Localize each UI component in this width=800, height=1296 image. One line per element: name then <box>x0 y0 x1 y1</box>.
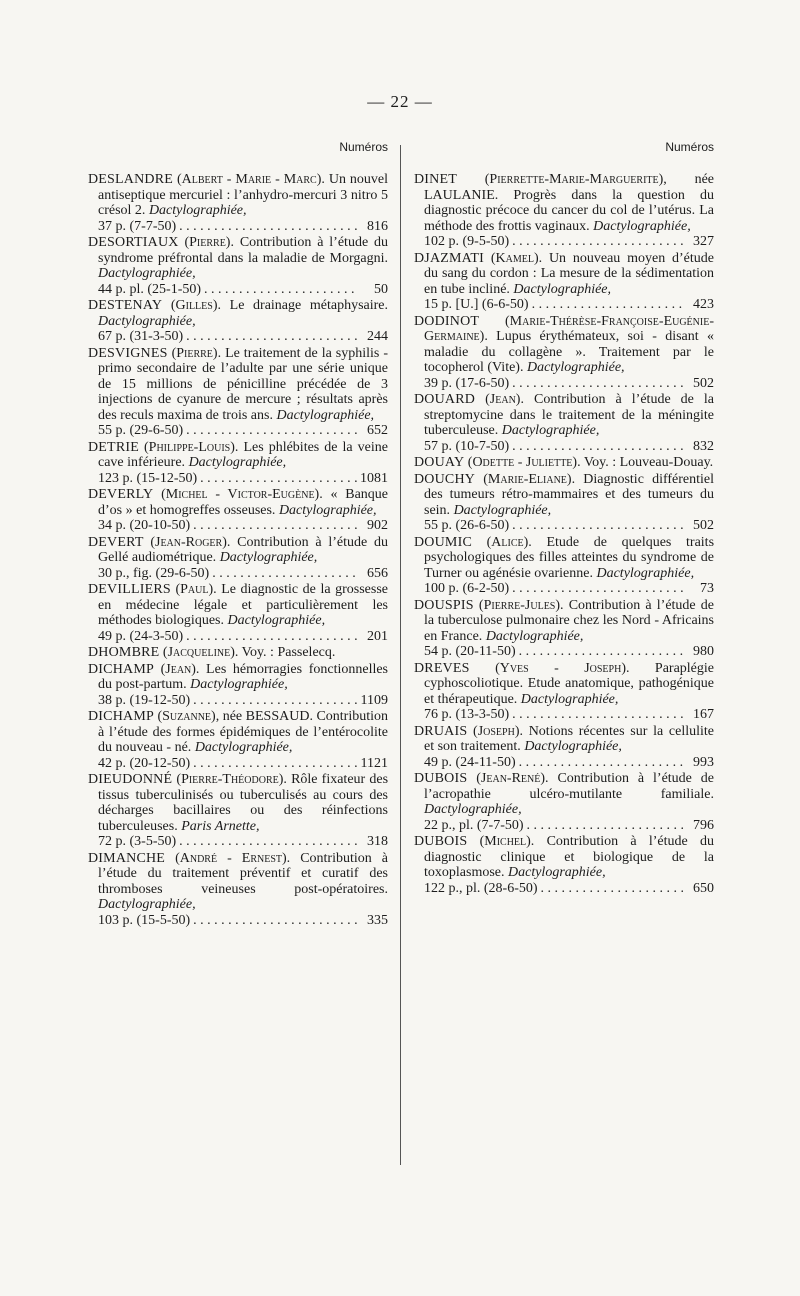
entry-list <box>88 172 388 929</box>
entry-title: Voy. : Louveau-Douay. <box>583 455 714 470</box>
entry-number: 656 <box>367 565 388 581</box>
entry-name: DREVES <box>414 660 470 676</box>
entry-tail <box>98 913 388 929</box>
entry-details: 42 p. (20-12-50) <box>98 755 191 771</box>
dot-leader <box>186 329 357 345</box>
entry-title: Le traitement de la syphilis - primo secondaire de l’adulte par une série unique de 15 millions de pénicilline précédée de 3 injections de cyanure de mercure ; résultats après des reculs maxima de trois ans. <box>98 345 389 423</box>
entry-number: 167 <box>693 707 714 722</box>
column-header: Numéros <box>339 140 388 154</box>
entry-first-names: (Marie-Thérèse-Françoise-Eugénie-Germaine). <box>424 313 714 344</box>
entry <box>88 709 388 771</box>
entry-publisher: Dactylographiée, <box>526 360 625 375</box>
entry <box>414 535 714 597</box>
entry-publisher: Dactylographiée, <box>593 218 691 234</box>
entry-tail <box>424 376 714 392</box>
entry-tail <box>424 234 714 250</box>
entry-first-names: (Jean). <box>160 661 200 677</box>
entry <box>88 582 388 644</box>
entry-first-names: (Marie-Eliane). <box>483 471 576 487</box>
entry-first-names: (Joseph). <box>473 723 523 739</box>
entry-publisher: Dactylographiée, <box>219 550 318 565</box>
entry-title: « Banque d’os » et homogreffes osseuses. <box>98 487 388 518</box>
entry-name: DHOMBRE <box>88 645 160 660</box>
entry-name: DOUCHY <box>414 471 476 487</box>
entry-tail <box>424 439 714 455</box>
entry-first-names: (Pierre). <box>184 235 234 250</box>
entry-number: 980 <box>693 644 714 659</box>
dot-leader <box>512 707 683 723</box>
entry-name: DESVIGNES <box>88 345 168 361</box>
entry-publisher: Dactylographiée, <box>278 502 377 518</box>
entry-publisher: Dactylographiée, <box>524 739 622 754</box>
entry-publisher: Dactylographiée, <box>501 423 600 438</box>
entry <box>88 535 388 582</box>
entry-details: 103 p. (15-5-50) <box>98 912 191 928</box>
entry-name: DRUAIS <box>414 723 468 739</box>
entry-tail <box>98 566 388 582</box>
entry-title: Voy. : Passelecq. <box>241 645 336 660</box>
entry-title: Un nouvel antiseptique mercuriel : l’anhydro-mercuri 3 nitro 5 crésol 2. <box>98 172 389 218</box>
dot-leader <box>193 518 357 534</box>
entry-title: née LAULANIE. Progrès dans la question du diagnostic précoce du cancer du col de l’utérus. La méthode des frottis vaginaux. <box>424 172 715 234</box>
entry-details: 49 p. (24-3-50) <box>98 628 184 644</box>
entry-name: DJAZMATI <box>414 250 485 266</box>
entry-title: Contribution à l’étude du syndrome préfrontal dans la maladie de Morgagni. <box>98 235 389 266</box>
entry-publisher: Dactylographiée, <box>453 502 552 518</box>
entry-tail <box>98 756 388 772</box>
entry-first-names: (Jean-René). <box>476 771 549 786</box>
entry-name: DESTENAY <box>88 298 163 313</box>
entry-name: DETRIE <box>88 439 139 455</box>
dot-leader <box>512 234 683 250</box>
entry <box>414 724 714 771</box>
entry-first-names: (Philippe-Louis). <box>144 439 239 455</box>
entry-details: 30 p., fig. (29-6-50) <box>98 565 210 581</box>
entry-first-names: (Albert - Marie - Marc). <box>176 172 325 187</box>
entry-first-names: (Alice). <box>486 534 532 550</box>
dot-leader <box>512 581 683 597</box>
entry-title: Paraplégie cyphoscoliotique. Etude anatomique, pathogénique et thérapeutique. <box>424 660 714 707</box>
entry-details: 100 p. (6-2-50) <box>424 581 510 596</box>
entry-title: Contribution à l’étude de la tuberculose pulmonaire chez les Nord - Africains en France. <box>424 597 715 644</box>
entry-name: DEVERLY <box>88 487 154 502</box>
entry <box>414 172 714 250</box>
entry-title: Contribution à l’étude du diagnostic clinique et biologique de la toxoplasmose. <box>424 834 714 880</box>
entry-details: 57 p. (10-7-50) <box>424 438 510 454</box>
entry-first-names: (Yves - Joseph). <box>495 660 630 676</box>
entry-name: DUBOIS <box>414 771 468 786</box>
dot-leader <box>193 756 357 772</box>
dot-leader <box>186 423 357 439</box>
entry-list <box>414 172 714 897</box>
entry-publisher: Dactylographiée, <box>424 802 522 817</box>
entry <box>88 235 388 297</box>
entry-tail <box>98 329 388 345</box>
entry-publisher: Dactylographiée, <box>508 865 606 880</box>
entry-tail <box>424 881 714 897</box>
entry-name: DEVILLIERS <box>88 582 171 597</box>
entry <box>88 772 388 850</box>
entry-number: 50 <box>374 281 388 297</box>
entry-number: 993 <box>693 754 714 770</box>
entry-publisher: Dactylographiée, <box>513 281 612 297</box>
entry-tail <box>424 818 714 834</box>
entry-number: 816 <box>367 218 388 234</box>
entry-publisher: Paris Arnette, <box>181 818 260 834</box>
entry-title: née BESSAUD. Contribution à l’étude des formes épidémiques de l’entérocolite du nouveau - né. <box>98 709 389 755</box>
entry-name: DOUAY <box>414 455 465 470</box>
dot-leader <box>532 297 683 313</box>
entry-number: 1109 <box>360 692 388 708</box>
dot-leader <box>519 644 683 660</box>
entry-number: 244 <box>367 329 388 344</box>
entry-name: DESLANDRE <box>88 172 174 187</box>
dot-leader <box>179 219 357 235</box>
entry-details: 15 p. [U.] (6-6-50) <box>424 297 529 312</box>
entry-details: 102 p. (9-5-50) <box>424 234 510 249</box>
entry-publisher: Dactylographiée, <box>227 613 326 628</box>
entry <box>88 662 388 709</box>
entry-name: DOUARD <box>414 392 476 407</box>
entry-title: Diagnostic différentiel des tumeurs rétro-mammaires et des tumeurs du sein. <box>424 471 715 518</box>
entry-tail <box>98 282 388 298</box>
dot-leader <box>541 881 683 897</box>
entry-name: DIEUDONNÉ <box>88 772 173 787</box>
entry-details: 55 p. (26-6-50) <box>424 518 510 533</box>
entry-tail <box>424 581 714 597</box>
entry <box>414 455 714 471</box>
entry-details: 37 p. (7-7-50) <box>98 218 177 234</box>
entry-publisher: Dactylographiée, <box>194 740 293 755</box>
entry-details: 38 p. (19-12-50) <box>98 692 191 708</box>
entry-title: Les phlébites de la veine cave inférieure. <box>98 439 389 470</box>
entry-details: 39 p. (17-6-50) <box>424 375 510 391</box>
dot-leader <box>512 518 683 534</box>
entry-tail <box>98 693 388 709</box>
entry-title: Contribution à l’étude du traitement préventif et curatif des thromboses veineuses post-opératoires. <box>98 850 389 897</box>
dot-leader <box>193 693 357 709</box>
entry-title: Contribution à l’étude du Gellé audiométrique. <box>98 534 388 565</box>
dot-leader <box>186 629 357 645</box>
entry-details: 22 p., pl. (7-7-50) <box>424 817 524 833</box>
entry-tail <box>98 471 388 487</box>
entry-first-names: (Paul). <box>175 582 217 597</box>
entry-first-names: (Jacqueline). <box>162 645 239 660</box>
entry-name: DODINOT <box>414 313 480 329</box>
entry-tail <box>98 518 388 534</box>
dot-leader <box>512 376 683 392</box>
entry-number: 832 <box>693 438 714 454</box>
entry-tail <box>98 629 388 645</box>
dot-leader <box>519 755 683 771</box>
dot-leader <box>212 566 357 582</box>
entry-title: Les hémorragies fonctionnelles du post-partum. <box>98 661 389 692</box>
entry-details: 123 p. (15-12-50) <box>98 470 198 486</box>
entry-first-names: (Suzanne), <box>157 709 220 724</box>
dot-leader <box>179 834 357 850</box>
entry-first-names: (Gilles). <box>170 298 221 313</box>
left-column <box>88 140 388 929</box>
entry-details: 49 p. (24-11-50) <box>424 754 516 770</box>
entry-number: 502 <box>693 518 714 533</box>
entry-publisher: Dactylographiée, <box>98 266 196 281</box>
entry-tail <box>424 707 714 723</box>
entry-number: 652 <box>367 423 388 438</box>
entry <box>88 645 388 661</box>
entry <box>414 834 714 896</box>
entry <box>414 598 714 660</box>
entry-title: Notions récentes sur la cellulite et son traitement. <box>424 723 714 754</box>
entry-title: Rôle fixateur des tissus tuberculinisés ou tuberculisés au cours des décharges bacillaires ou des réinfections tuberculeuses. <box>98 772 389 834</box>
entry-title: Le diagnostic de la grossesse en médecine légale et particulièrement les méthodes biologiques. <box>98 582 389 628</box>
entry-name: DICHAMP <box>88 709 154 724</box>
entry-number: 327 <box>693 234 714 249</box>
entry-first-names: (Jean-Roger). <box>150 534 231 550</box>
entry-publisher: Dactylographiée, <box>596 565 695 581</box>
entry-details: 76 p. (13-3-50) <box>424 707 510 722</box>
entry-details: 122 p., pl. (28-6-50) <box>424 880 538 896</box>
entry-publisher: Dactylographiée, <box>98 897 196 912</box>
entry-number: 201 <box>367 628 388 644</box>
entry-first-names: (Michel). <box>479 834 535 849</box>
entry-tail <box>424 755 714 771</box>
entry-name: DESORTIAUX <box>88 235 179 250</box>
entry-first-names: (Kamel). <box>490 250 543 266</box>
entry <box>88 346 388 439</box>
entry-name: DEVERT <box>88 534 144 550</box>
entry-first-names: (Odette - Juliette). <box>467 455 581 470</box>
entry-name: DICHAMP <box>88 661 154 677</box>
entry <box>414 314 714 392</box>
column-divider <box>400 145 401 1165</box>
entry-details: 54 p. (20-11-50) <box>424 644 516 659</box>
dot-leader <box>527 818 683 834</box>
entry <box>414 771 714 833</box>
entry-details: 55 p. (29-6-50) <box>98 423 184 438</box>
entry-tail <box>98 423 388 439</box>
dot-leader <box>512 439 683 455</box>
entry-title: Etude de quelques traits psychologiques des filles atteintes du syndrome de Turner ou agénésie ovarienne. <box>424 534 715 581</box>
entry <box>414 661 714 723</box>
entry <box>88 172 388 234</box>
entry <box>88 851 388 929</box>
entry <box>414 251 714 313</box>
entry-number: 423 <box>693 297 714 312</box>
entry-first-names: (André - Ernest). <box>175 850 291 866</box>
page-number: — 22 — <box>367 92 433 111</box>
entry-publisher: Dactylographiée, <box>190 677 288 692</box>
entry-title: Un nouveau moyen d’étude du sang du cordon : La mesure de la sédimentation en tube incliné. <box>424 250 714 297</box>
entry-details: 72 p. (3-5-50) <box>98 834 177 849</box>
entry-number: 335 <box>367 912 388 928</box>
entry-number: 502 <box>693 375 714 391</box>
entry <box>414 392 714 454</box>
entry-tail <box>424 644 714 660</box>
entry-first-names: (Jean). <box>485 392 524 407</box>
entry-number: 1121 <box>360 755 388 771</box>
entry <box>88 487 388 534</box>
column-header: Numéros <box>665 140 714 154</box>
entry-details: 34 p. (20-10-50) <box>98 518 191 533</box>
entry <box>88 298 388 345</box>
entry-number: 650 <box>693 880 714 896</box>
entry-name: DIMANCHE <box>88 850 166 866</box>
entry-title: Le drainage métaphysaire. <box>229 298 389 313</box>
entry-name: DOUSPIS <box>414 597 474 613</box>
entry-title: Contribution à l’étude de l’acropathie ulcéro-mutilante familiale. <box>424 771 715 802</box>
dot-leader <box>193 913 357 929</box>
dot-leader <box>200 471 357 487</box>
entry-publisher: Dactylographiée, <box>485 628 584 644</box>
entry-publisher: Dactylographiée, <box>148 203 247 218</box>
entry-name: DOUMIC <box>414 534 472 550</box>
entry-number: 318 <box>367 834 388 849</box>
entry-first-names: (Michel - Victor-Eugène). <box>161 487 323 502</box>
entry-title: Lupus érythémateux, soi - disant « maladie du collagène ». Traitement par le tocopherol (Vite). <box>424 329 714 375</box>
right-column <box>414 140 714 897</box>
entry-first-names: (Pierre-Théodore). <box>176 772 287 787</box>
entry-tail <box>424 518 714 534</box>
entry-publisher: Dactylographiée, <box>520 691 619 707</box>
entry-publisher: Dactylographiée, <box>188 455 287 470</box>
entry <box>414 472 714 534</box>
entry <box>88 440 388 487</box>
entry-number: 73 <box>700 581 714 596</box>
entry-tail <box>98 219 388 235</box>
entry-publisher: Dactylographiée, <box>276 407 375 423</box>
entry-tail <box>424 297 714 313</box>
entry-details: 44 p. pl. (25-1-50) <box>98 281 202 297</box>
entry-number: 1081 <box>360 470 388 486</box>
entry-first-names: (Pierrette-Marie-Marguerite), <box>484 172 667 187</box>
entry-title: Contribution à l’étude de la streptomycine dans le traitement de la méningite tuberculeuse. <box>424 392 715 438</box>
entry-number: 902 <box>367 518 388 533</box>
entry-first-names: (Pierre-Jules). <box>478 597 564 613</box>
entry-number: 796 <box>693 817 714 833</box>
entry-name: DUBOIS <box>414 834 468 849</box>
dot-leader <box>204 282 357 298</box>
entry-name: DINET <box>414 172 457 187</box>
entry-first-names: (Pierre). <box>171 345 222 361</box>
entry-publisher: Dactylographiée, <box>98 313 196 329</box>
entry-tail <box>98 834 388 850</box>
entry-details: 67 p. (31-3-50) <box>98 329 184 344</box>
